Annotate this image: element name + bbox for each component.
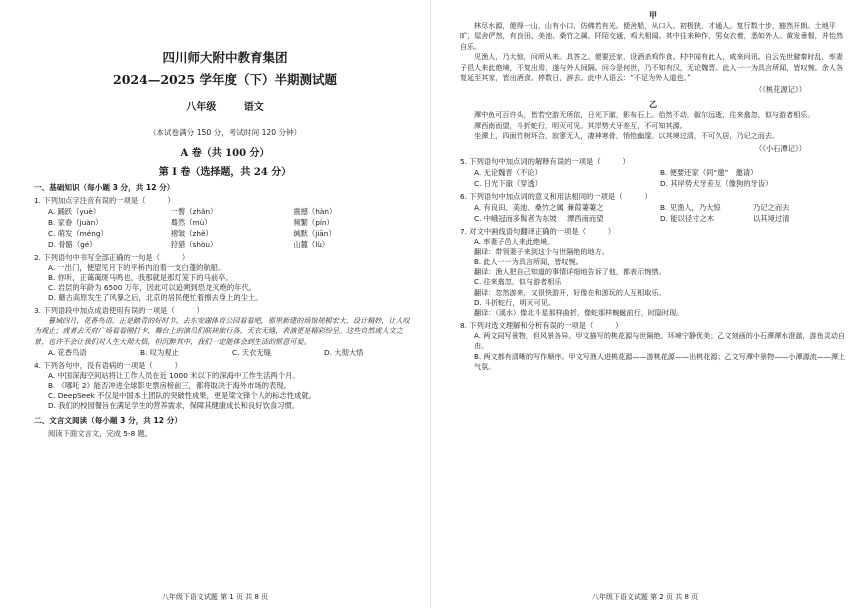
q1-a1: A. 踊跃（yuè） [48, 207, 101, 216]
q5-option-c: C. 日光下澈（穿透） [474, 178, 543, 188]
grade-label: 八年级 [186, 102, 217, 113]
q6-d2: 以其境过清 [753, 213, 790, 223]
part1-heading: 第 I 卷（选择题，共 24 分） [158, 167, 292, 178]
q7-stem: 7. 对文中画线语句翻译正确的一项是（ ） [460, 226, 616, 236]
q1-stem: 1. 下列加点字注音有误的一项是（ ） [34, 196, 175, 205]
passage-yi-source: （《小石潭记》） [754, 143, 806, 153]
q5-option-d: D. 其岸势犬牙差互（像狗的牙齿） [660, 178, 773, 188]
q2-option-b: B. 你听，正蔼蔼斑马鸣也，我那就是那灯笼下的马前卒。 [48, 273, 233, 282]
q3-options [48, 347, 416, 358]
volume-a-heading: A 卷（共 100 分） [180, 148, 270, 159]
q4-option-b: B. 《哪吒 2》能否冲进全球影史票房榜前三，都将取决于海外市场的表现。 [48, 381, 291, 391]
q6-options [474, 202, 846, 224]
q1-d3: 山麓（lù） [293, 240, 330, 249]
q1-a3: 震撼（hàn） [293, 207, 337, 216]
passage-yi-p3: 坐潭上，四面竹树环合，寂寥无人，凄神寒骨，悄怆幽邃。以其境过清，不可久居，乃记之而去。 [474, 131, 780, 141]
q5-stem: 5. 下列语句中加点词的解释有误的一项是（ ） [460, 156, 630, 166]
q8-option-a: A. 两文同写景物，但风景各异。甲文描写的桃花源与世隔绝，环境宁静优美；乙文刻画的小石潭潭水澄澈，游鱼灵动自由。 [474, 331, 846, 351]
q4-option-a: A. 中国深海空间站将让工作人员在近 1000 米以下的深海中工作生活两个月。 [48, 371, 300, 381]
q1-options [48, 206, 416, 250]
q7-translation-c: 翻译：忽然游来，又很快游开，好像在和游玩的人互相取乐。 [474, 287, 666, 297]
q4-option-c: C. DeepSeek 不仅是中国本土团队的突破性成果，更是梁文锋个人的标志性成就。 [48, 391, 317, 401]
q3-passage: 暮域四月，花香鸟语，正是踏青的好时节。去东安湖体育公园看看吧，那里新建的场馆规模宏大，设计精妙，让人叹为观止；或者去天府广场看看刚打卡，舞台上的演员们联袂旅行各，天衣无缝，表演更是精彩纷呈。这些自然或人文之景，也许不会让我们对人生大彻大悟，但沉醉其中，我们一定能体会到生活的惬意可爱。 [34, 316, 410, 346]
footer-right: 八年级下语文试题 第 2 页 共 8 页 [591, 593, 699, 601]
passage-jia-p1: 林尽水源，便得一山，山有小口，仿佛若有光。便舍船，从口入。初极狭，才通人。复行数十步，豁然开朗。土地平旷，屋舍俨然，有良田、美池、桑竹之属。阡陌交通，鸡犬相闻。其中往来种作，男女衣着，悉如外人。黄发垂髫，并怡然自乐。 [460, 21, 844, 51]
section2-intro: 阅读下面文言文，完成 5-8 题。 [48, 429, 153, 439]
passage-jia-label: 甲 [649, 11, 657, 20]
q6-d1: D. 能以径寸之木 [660, 213, 715, 223]
q3-option-a: A. 花香鸟语 [48, 348, 87, 358]
passage-yi-p2: 潭西南而望，斗折蛇行，明灭可见。其岸势犬牙差互，不可知其源。 [474, 120, 687, 130]
q6-b1: B. 见渔人，乃大惊 [660, 202, 721, 212]
q6-a1: A. 有良田、美池、桑竹之属 [474, 202, 564, 212]
q4-option-d: D. 我们的校园餐旨在满足学生的营养需求，保障其健康成长和良好饮食习惯。 [48, 401, 300, 411]
passage-yi-p1: 潭中鱼可百许头，皆若空游无所依，日光下澈，影布石上。佁然不动，俶尔远逝，往来翕忽，似与游者相乐。 [474, 110, 815, 120]
subject-label: 语文 [243, 102, 264, 113]
q2-stem: 2. 下列语句中书写全部正确的一句是（ ） [34, 253, 190, 262]
q1-b3: 频繁（pín） [293, 218, 334, 227]
q7-translation-b: 翻译：渔人把自己知道的事情详细地告诉了他，都表示惋惜。 [474, 267, 666, 277]
q7-translation-a: 翻译：带领妻子来到这个与世隔绝的地方。 [474, 246, 609, 256]
q7-option-b: B. 此人一一为具言所闻，皆叹惋。 [474, 257, 583, 267]
q6-c2: 潭西南而望 [567, 213, 604, 223]
section2-heading: 二、文言文阅读（每小题 3 分，共 12 分） [34, 416, 182, 426]
passage-jia-p2: 见渔人，乃大惊，问所从来。具答之。便要还家，设酒杀鸡作食。村中闻有此人，咸来问讯。自云先世避秦时乱，率妻子邑人来此绝境，不复出焉，遂与外人间隔。问今是何世，乃不知有汉，无论魏晋。此人一一为具言所闻，皆叹惋。余人各复延至其家，皆出酒食。停数日，辞去。此中人语云：“不足为外人道也。” [460, 52, 844, 83]
footer-left: 八年级下语文试题 第 1 页 共 8 页 [161, 593, 269, 601]
q6-a2: 蒹葭萋萋之 [567, 202, 604, 212]
passage-yi-label: 乙 [649, 100, 657, 110]
q1-d1: D. 骨骼（gé） [48, 240, 97, 249]
q4-stem: 4. 下列各句中，没有语病的一项是（ ） [34, 361, 182, 371]
exam-note: （本试卷满分 150 分，考试时间 120 分钟） [148, 128, 302, 137]
q2-option-c: C. 岩层的年龄为 6500 万年，因此可以追朔到恐龙灭绝的年代。 [48, 283, 257, 292]
q5-option-a: A. 无论魏晋（不论） [474, 167, 542, 177]
q8-option-b: B. 两文都有清晰的写作顺序。甲文写渔人进桃花源——游桃花源——出桃花源；乙文写潭中景物——小潭源流——潭上气氛。 [474, 351, 846, 371]
q7-translation-d: 翻译：（溪水）像北斗星那样曲折，像蛇那样蜿蜒前行，时隐时现。 [474, 308, 684, 318]
q1-c2: 褶皱（zhě） [170, 229, 213, 238]
passage-jia-source: （《桃花源记》） [754, 85, 806, 95]
q8-stem: 8. 下列对选文理解和分析有误的一项是（ ） [460, 321, 623, 331]
q7-option-c: C. 往来翕忽，似与游者相乐 [474, 277, 562, 287]
q1-b1: B. 家眷（juàn） [48, 218, 103, 227]
q2-option-a: A. 一出门，便望见月下的平桥内泊着一支白蓬的航船。 [48, 263, 226, 272]
q6-c1: C. 中峨冠而多髯者为东坡 [474, 213, 557, 223]
q7-option-d: D. 斗折蛇行，明灭可见。 [474, 297, 555, 307]
school-name: 四川师大附中教育集团 [162, 50, 288, 65]
q6-b2: 乃记之而去 [753, 202, 790, 212]
q1-a2: 一瞥（zhǎn） [170, 207, 218, 216]
q1-c3: 缄默（jiān） [293, 229, 336, 238]
q1-d2: 狩猎（shòu） [170, 240, 218, 249]
q1-c1: C. 萌发（méng） [48, 229, 108, 238]
q7-option-a: A. 率妻子邑人来此绝境。 [474, 236, 555, 246]
q3-stem: 3. 下列语段中加点成语使用有误的一项是（ ） [34, 306, 204, 315]
q3-option-c: C. 天衣无缝 [232, 348, 271, 358]
exam-title: 2024—2025 学年度（下）半期测试题 [113, 72, 337, 87]
exam-page-right [430, 0, 860, 608]
q6-stem: 6. 下列语句中加点词的意义和用法相同的一项是（ ） [460, 191, 652, 201]
q1-b2: 蓦然（mù） [170, 218, 212, 227]
q3-option-d: D. 大彻大悟 [324, 348, 364, 358]
q5-options [474, 167, 846, 189]
section1-heading: 一、基础知识（每小题 3 分，共 12 分） [34, 183, 175, 192]
q2-option-d: D. 蘑古高原发生了风暴之后，北京的居民便忙着擦去身上的尘土。 [48, 293, 263, 302]
q3-option-b: B. 叹为观止 [140, 348, 179, 358]
q5-option-b: B. 便要还家（同“邀” 邀请） [660, 167, 758, 177]
grade-subject [34, 98, 416, 113]
